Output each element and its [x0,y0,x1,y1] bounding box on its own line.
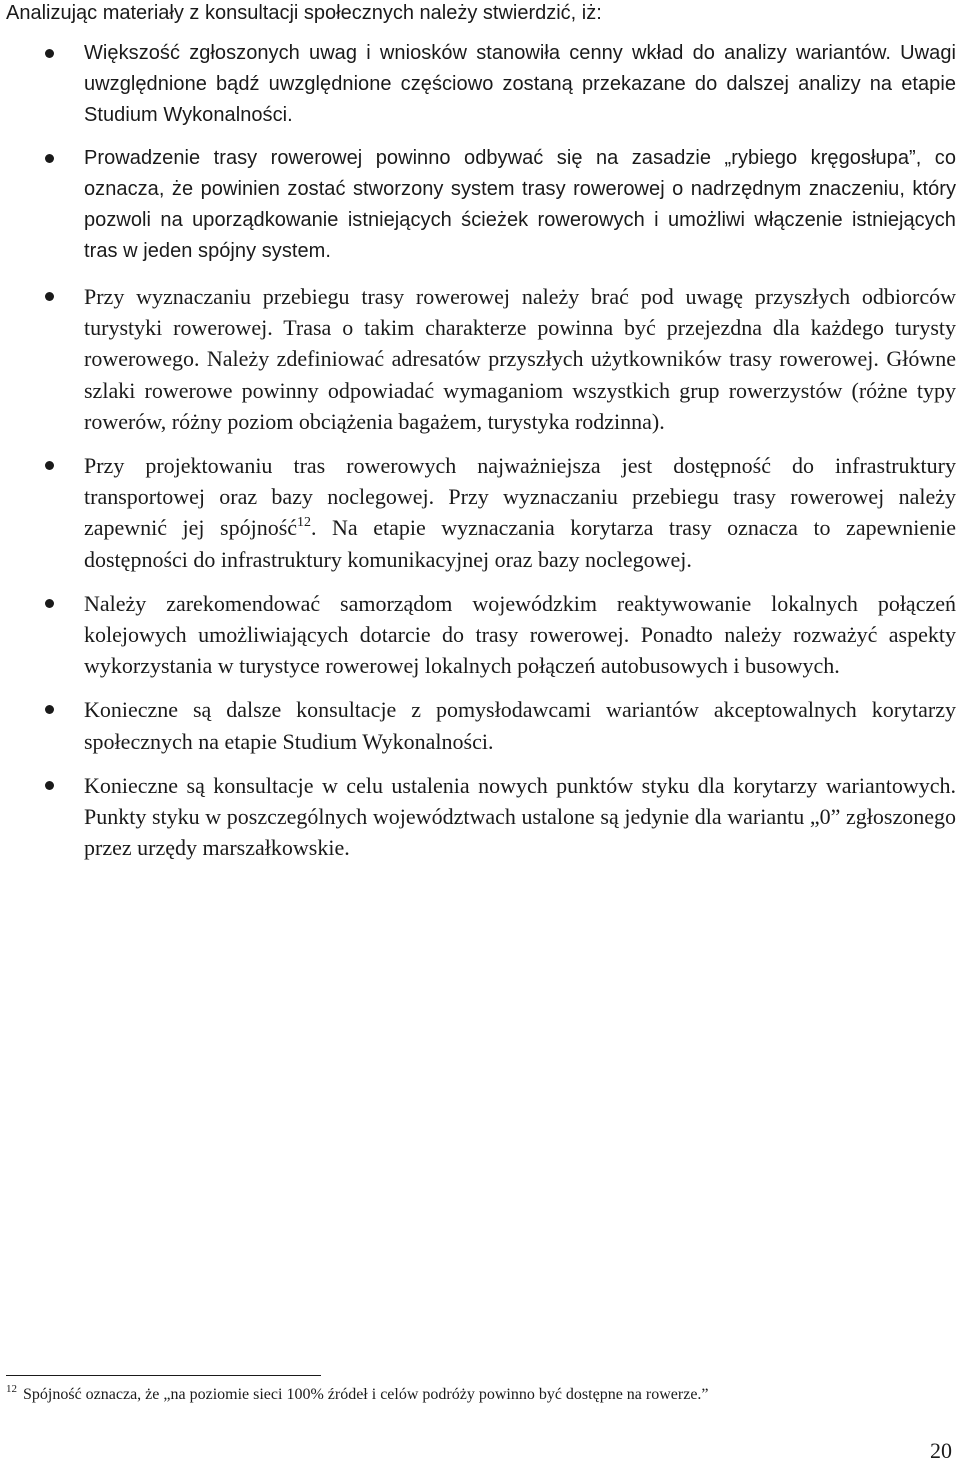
footnote [6,1384,709,1406]
bullet-item [0,450,956,575]
bullet-dot-icon [45,461,54,470]
footnote-reference[interactable]: 12 [297,515,312,531]
bullet-text: Należy zarekomendować samorządom wojewódzkim reaktywowanie lokalnych połączeń kolejowych umożliwiających dotarcie do trasy rowerowej. Ponadto należy rozważyć aspekty wykorzystania w turystyce rowerowej lokalnych połączeń autobusowych i busowych. [84,590,956,679]
bullet-text: Prowadzenie trasy rowerowej powinno odbywać się na zasadzie „rybiego kręgosłupa”, co oznacza, że powinien zostać stworzony system trasy rowerowej o nadrzędnym znaczeniu, który pozwoli na uporządkowanie istniejących ścieżek rowerowych i umożliwi włączenie istniejących tras w jeden spójny system. [84,147,956,262]
bullet-dot-icon [45,599,54,608]
bullet-text: Przy wyznaczaniu przebiegu trasy rowerowej należy brać pod uwagę przyszłych odbiorców turystyki rowerowej. Trasa o takim charakterze powinna być przejezdna dla każdego turysty rowerowego. Należy zdefiniować adresatów przyszłych użytkowników trasy rowerowej. Główne szlaki rowerowe powinny odpowiadać wymaganiom wszystkich grup rowerzystów (różne typy rowerów, różny poziom obciążenia bagażem, turystyka rodzinna). [84,284,956,434]
bullet-list [0,38,960,863]
bullet-dot-icon [45,292,54,301]
bullet-text: Konieczne są dalsze konsultacje z pomysłodawcami wariantów akceptowalnych korytarzy społecznych na etapie Studium Wykonalności. [84,697,956,754]
bullet-item [0,143,956,267]
bullet-dot-icon [45,154,54,163]
bullet-dot-icon [45,49,54,58]
footnote-text: Spójność oznacza, że „na poziomie sieci 100% źródeł i celów podróży powinno być dostępne na rowerze.” [23,1386,709,1403]
bullet-text [84,453,956,572]
page-number: 20 [930,1438,952,1463]
bullet-text-after-footnote: . Na etapie wyznaczania korytarza trasy oznacza to zapewnienie dostępności do infrastruktury komunikacyjnej oraz bazy noclegowej. [84,515,956,572]
footnote-separator [6,1375,321,1376]
bullet-item [0,38,956,131]
bullet-item [0,694,956,756]
intro-paragraph: Analizując materiały z konsultacji społecznych należy stwierdzić, iż: [6,2,602,24]
bullet-item [0,588,956,682]
bullet-item [0,281,956,437]
bullet-dot-icon [45,781,54,790]
bullet-item [0,770,956,864]
bullet-text-before-footnote: Przy projektowaniu tras rowerowych najważniejsza jest dostępność do infrastruktury transportowej oraz bazy noclegowej. Przy wyznaczaniu przebiegu trasy rowerowej należy zapewnić jej spójność [84,453,956,541]
bullet-dot-icon [45,705,54,714]
bullet-text: Konieczne są konsultacje w celu ustalenia nowych punktów styku dla korytarzy wariantowych. Punkty styku w poszczególnych województwach ustalone są jedynie dla wariantu „0” zgłoszonego przez urzędy marszałkowskie. [84,772,956,861]
footnote-number: 12 [6,1383,17,1395]
bullet-text: Większość zgłoszonych uwag i wniosków stanowiła cenny wkład do analizy wariantów. Uwagi uwzględnione bądź uwzględnione częściowo zostaną przekazane do dalszej analizy na etapie Studium Wykonalności. [84,42,956,126]
